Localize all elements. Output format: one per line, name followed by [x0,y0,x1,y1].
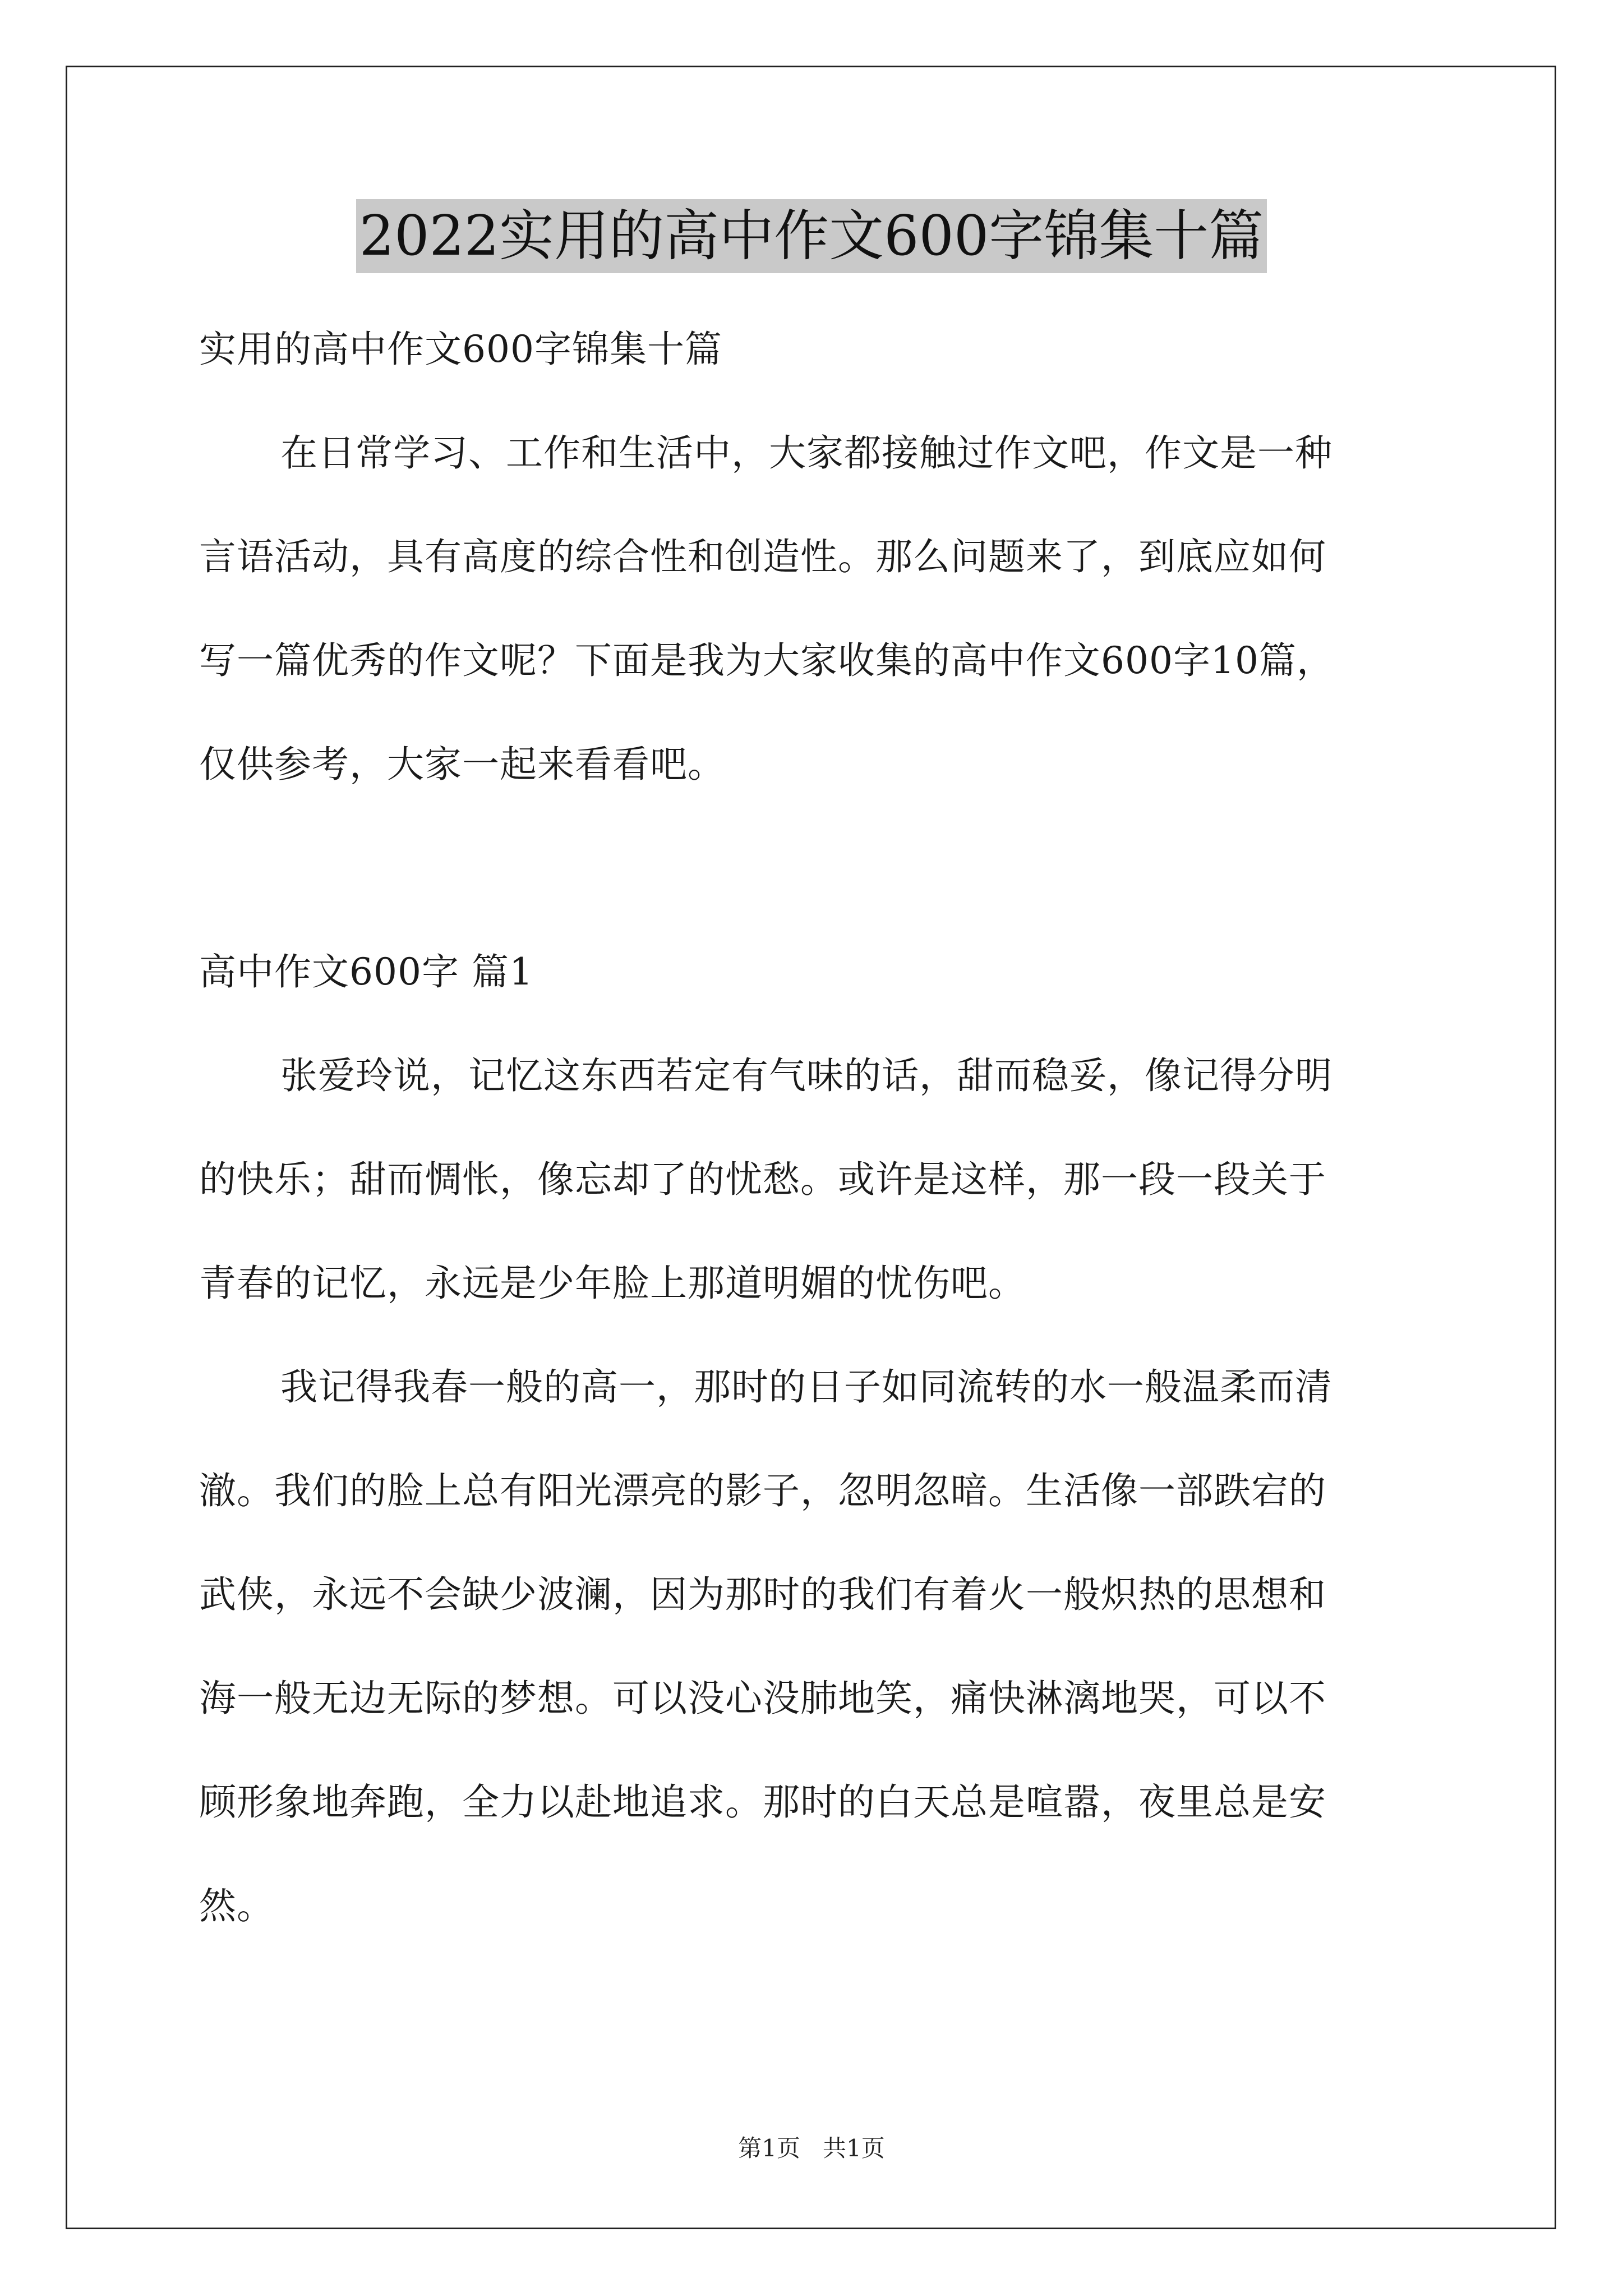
intro-line: 仅供参考，大家一起来看看吧。 [199,743,725,786]
section-heading: 高中作文600字 篇1 [199,950,533,993]
paragraph-line: 澈。我们的脸上总有阳光漂亮的影子，忽明忽暗。生活像一部跌宕的 [199,1469,1326,1512]
subtitle: 实用的高中作文600字锦集十篇 [199,328,722,371]
paragraph-line: 武侠，永远不会缺少波澜，因为那时的我们有着火一般炽热的思想和 [199,1573,1326,1616]
paragraph-line: 顾形象地奔跑，全力以赴地追求。那时的白天总是喧嚣，夜里总是安 [199,1780,1326,1824]
paragraph-line: 张爱玲说，记忆这东西若定有气味的话，甜而稳妥，像记得分明 [280,1054,1332,1097]
document-body [199,297,1467,1958]
intro-line: 言语活动，具有高度的综合性和创造性。那么问题来了，到底应如何 [199,535,1326,578]
paragraph-line: 然。 [199,1884,274,1927]
page-footer: 第1页 共1页 [738,2134,885,2162]
paragraph-line: 我记得我春一般的高一，那时的日子如同流转的水一般温柔而清 [280,1365,1332,1409]
intro-line: 在日常学习、工作和生活中，大家都接触过作文吧，作文是一种 [280,431,1332,475]
document-title: 2022实用的高中作文600字锦集十篇 [356,199,1267,273]
intro-line: 写一篇优秀的作文呢？下面是我为大家收集的高中作文600字10篇， [199,639,1334,682]
paragraph-line: 海一般无边无际的梦想。可以没心没肺地笑，痛快淋漓地哭，可以不 [199,1677,1326,1720]
title-container [0,199,1623,273]
section-gap [199,816,1467,920]
paragraph-line: 青春的记忆，永远是少年脸上那道明媚的忧伤吧。 [199,1262,1026,1305]
paragraph-line: 的快乐；甜而惆怅，像忘却了的忧愁。或许是这样，那一段一段关于 [199,1158,1326,1201]
